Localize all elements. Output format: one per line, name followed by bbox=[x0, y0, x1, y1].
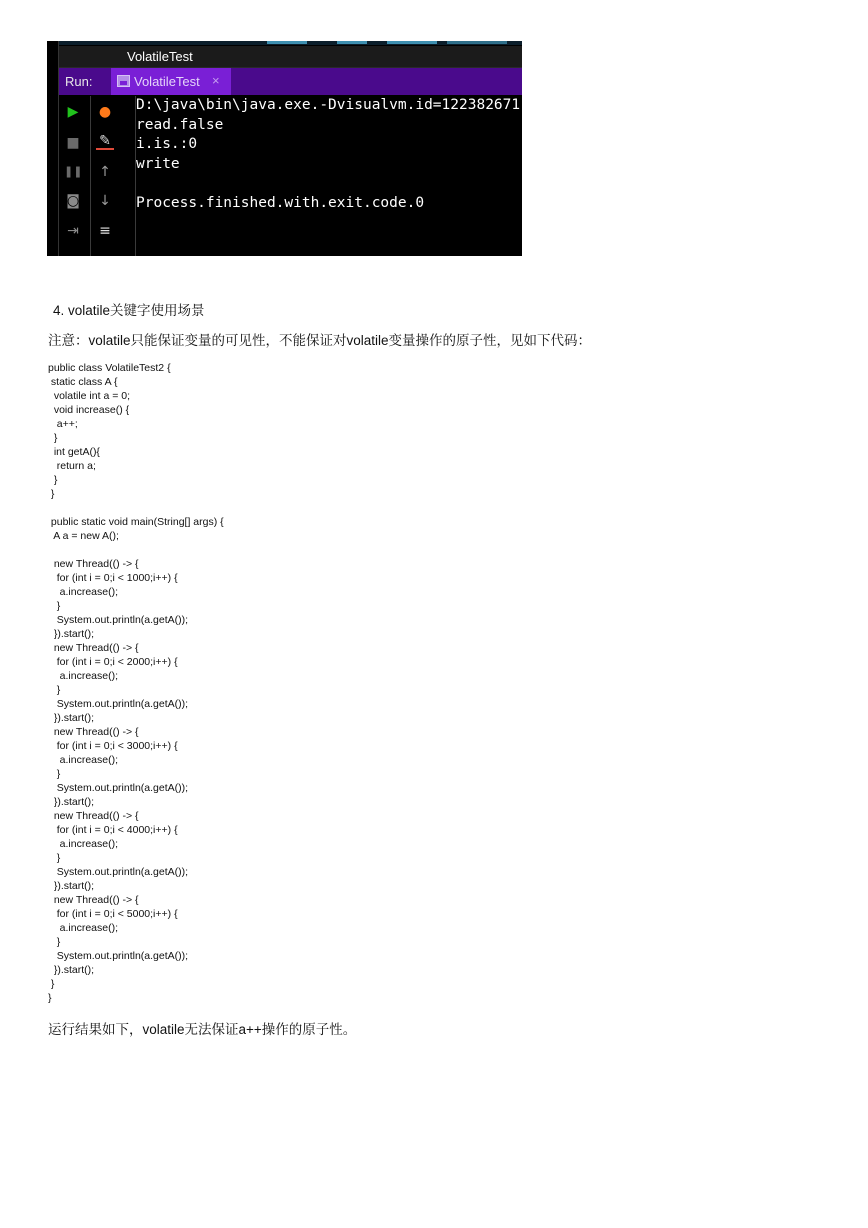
soft-wrap-icon[interactable]: ≡ bbox=[99, 223, 111, 239]
code-line: a.increase(); bbox=[48, 838, 119, 850]
close-icon[interactable]: × bbox=[212, 73, 220, 88]
code-line: } bbox=[48, 684, 61, 696]
console-line bbox=[136, 174, 522, 194]
code-line bbox=[48, 543, 548, 557]
code-line: new Thread(() -> { bbox=[48, 810, 139, 822]
code-line: int getA(){ bbox=[48, 446, 100, 458]
code-line: volatile int a = 0; bbox=[48, 390, 131, 402]
run-tab-volatiletest[interactable] bbox=[111, 68, 231, 95]
code-line: for (int i = 0;i < 4000;i++) { bbox=[48, 824, 178, 836]
code-line: new Thread(() -> { bbox=[48, 894, 139, 906]
code-line: } bbox=[48, 978, 55, 990]
code-line: for (int i = 0;i < 1000;i++) { bbox=[48, 572, 178, 584]
note-paragraph: 注意：volatile只能保证变量的可见性，不能保证对volatile变量操作的原子性，见如下代码： bbox=[48, 333, 592, 348]
code-line: a.increase(); bbox=[48, 586, 119, 598]
code-line: new Thread(() -> { bbox=[48, 642, 139, 654]
console-line: read.false bbox=[136, 116, 224, 133]
console-line: write bbox=[136, 155, 180, 172]
code-block bbox=[48, 361, 548, 1005]
toolbar-separator bbox=[90, 96, 91, 256]
window-title: VolatileTest bbox=[127, 49, 193, 64]
code-line: } bbox=[48, 936, 61, 948]
code-line: } bbox=[48, 992, 52, 1004]
scroll-down-icon[interactable]: ↓ bbox=[99, 193, 111, 209]
run-label: Run: bbox=[65, 74, 93, 89]
code-line: for (int i = 0;i < 2000;i++) { bbox=[48, 656, 178, 668]
debug-icon[interactable]: ● bbox=[98, 104, 112, 120]
code-line: A a = new A(); bbox=[48, 530, 119, 542]
code-line: }).start(); bbox=[48, 880, 95, 892]
run-tool-bar bbox=[59, 68, 522, 95]
code-line: System.out.println(a.getA()); bbox=[48, 614, 189, 626]
code-line: System.out.println(a.getA()); bbox=[48, 782, 189, 794]
code-line: }).start(); bbox=[48, 628, 95, 640]
code-line: } bbox=[48, 432, 58, 444]
code-line: public static void main(String[] args) { bbox=[48, 516, 224, 528]
run-config-icon bbox=[117, 75, 130, 87]
console-line: i.is.:0 bbox=[136, 136, 198, 152]
console-line: Process.finished.with.exit.code.0 bbox=[136, 194, 425, 211]
code-line: System.out.println(a.getA()); bbox=[48, 950, 189, 962]
code-line: a.increase(); bbox=[48, 670, 119, 682]
code-line: public class VolatileTest2 { bbox=[48, 362, 171, 374]
left-gutter bbox=[47, 41, 59, 256]
code-line bbox=[48, 501, 548, 515]
code-line: }).start(); bbox=[48, 964, 95, 976]
code-line: } bbox=[48, 768, 61, 780]
code-line: for (int i = 0;i < 5000;i++) { bbox=[48, 908, 178, 920]
code-line: System.out.println(a.getA()); bbox=[48, 698, 189, 710]
code-line: } bbox=[48, 488, 55, 500]
result-paragraph: 运行结果如下，volatile无法保证a++操作的原子性。 bbox=[48, 1022, 357, 1037]
code-line: new Thread(() -> { bbox=[48, 558, 139, 570]
code-line: a.increase(); bbox=[48, 754, 119, 766]
ide-screenshot bbox=[47, 41, 522, 256]
code-line: } bbox=[48, 852, 61, 864]
code-line: new Thread(() -> { bbox=[48, 726, 139, 738]
code-line: }).start(); bbox=[48, 712, 95, 724]
code-line: } bbox=[48, 600, 61, 612]
code-line: for (int i = 0;i < 3000;i++) { bbox=[48, 740, 178, 752]
editor-strip bbox=[47, 41, 522, 45]
code-line: a.increase(); bbox=[48, 922, 119, 934]
code-line: return a; bbox=[48, 460, 96, 472]
rerun-icon[interactable]: ▶ bbox=[67, 104, 79, 120]
run-tab-label: VolatileTest bbox=[134, 74, 200, 89]
scroll-up-icon[interactable]: ↑ bbox=[99, 164, 111, 180]
console-line: D:\java\bin\java.exe.-Dvisualvm.id=122382671 bbox=[136, 97, 521, 113]
camera-icon[interactable]: ◙ bbox=[66, 193, 80, 209]
edit-config-icon[interactable]: ✎ bbox=[96, 132, 114, 150]
code-line: }).start(); bbox=[48, 796, 95, 808]
code-line: a++; bbox=[48, 418, 78, 430]
code-line: System.out.println(a.getA()); bbox=[48, 866, 189, 878]
stop-icon[interactable]: ■ bbox=[66, 135, 80, 151]
pause-icon[interactable]: ❚❚ bbox=[64, 165, 83, 178]
section-heading: 4. volatile关键字使用场景 bbox=[53, 303, 205, 318]
tool-window-title-bar bbox=[59, 46, 522, 68]
console-output bbox=[136, 96, 522, 256]
code-line: static class A { bbox=[48, 376, 118, 388]
code-line: } bbox=[48, 474, 58, 486]
code-line: void increase() { bbox=[48, 404, 130, 416]
login-icon[interactable]: ⇥ bbox=[67, 223, 79, 239]
